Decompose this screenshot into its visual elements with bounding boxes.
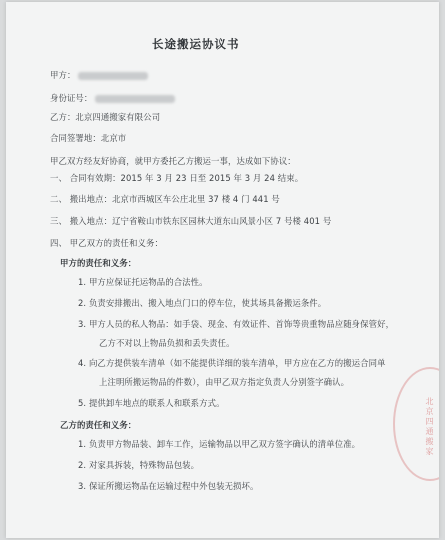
a-duty-3-cont: 乙方不对以上物品负损和丢失责任。 (99, 338, 235, 348)
a-duty-2: 2. 负责安排搬出、搬入地点门口的停车位，使其场具备搬运条件。 (78, 298, 327, 308)
document-title: 长途搬运协议书 (152, 37, 240, 51)
clause-4: 四、 甲乙双方的责任和义务： (50, 238, 163, 248)
id-row (50, 93, 175, 103)
party-b: 乙方：北京四通搬家有限公司 (50, 112, 161, 122)
id-label: 身份证号： (50, 93, 93, 103)
a-duty-3: 3. 甲方人员的私人物品：如手袋、现金、有效证件、首饰等贵重物品应随身保管好， (78, 319, 395, 329)
clause-3: 三、 搬入地点：辽宁省鞍山市铁东区园林大道东山风景小区 7 号楼 401 号 (50, 216, 332, 226)
a-duty-1: 1. 甲方应保证托运物品的合法性。 (78, 277, 208, 287)
b-duty-3: 3. 保证所搬运物品在运输过程中外包装无损坏。 (78, 481, 259, 491)
party-a-row (50, 70, 148, 80)
a-duty-5: 5. 提供卸车地点的联系人和联系方式。 (78, 398, 225, 408)
sign-place: 合同签署地：北京市 (50, 133, 127, 143)
a-duty-4-cont: 上注明所搬运物品的件数），由甲乙双方指定负责人分别签字确认。 (99, 377, 350, 387)
a-duty-4: 4. 向乙方提供装车清单（如不能提供详细的装车清单，甲方应在乙方的搬运合同单 (78, 358, 386, 368)
b-duties-heading: 乙方的责任和义务： (60, 420, 137, 430)
a-duties-heading: 甲方的责任和义务： (60, 258, 137, 268)
party-a-label: 甲方： (50, 70, 76, 80)
document-page (6, 2, 439, 538)
clause-2: 二、 搬出地点：北京市西城区车公庄北里 37 楼 4 门 441 号 (50, 194, 280, 204)
intro-text: 甲乙双方经友好协商，就甲方委托乙方搬运一事，达成如下协议： (50, 156, 296, 166)
clause-1: 一、 合同有效期：2015 年 3 月 23 日至 2015 年 3 月 24 结束。 (50, 173, 304, 183)
redacted-id (95, 95, 175, 103)
redacted-name (78, 72, 148, 80)
b-duty-2: 2. 对家具拆装，特殊物品包装。 (78, 460, 200, 470)
seal-text: 北京四通搬家 (425, 397, 434, 457)
b-duty-1: 1. 负责甲方物品装、卸车工作，运输物品以甲乙双方签字确认的清单位准。 (78, 439, 361, 449)
